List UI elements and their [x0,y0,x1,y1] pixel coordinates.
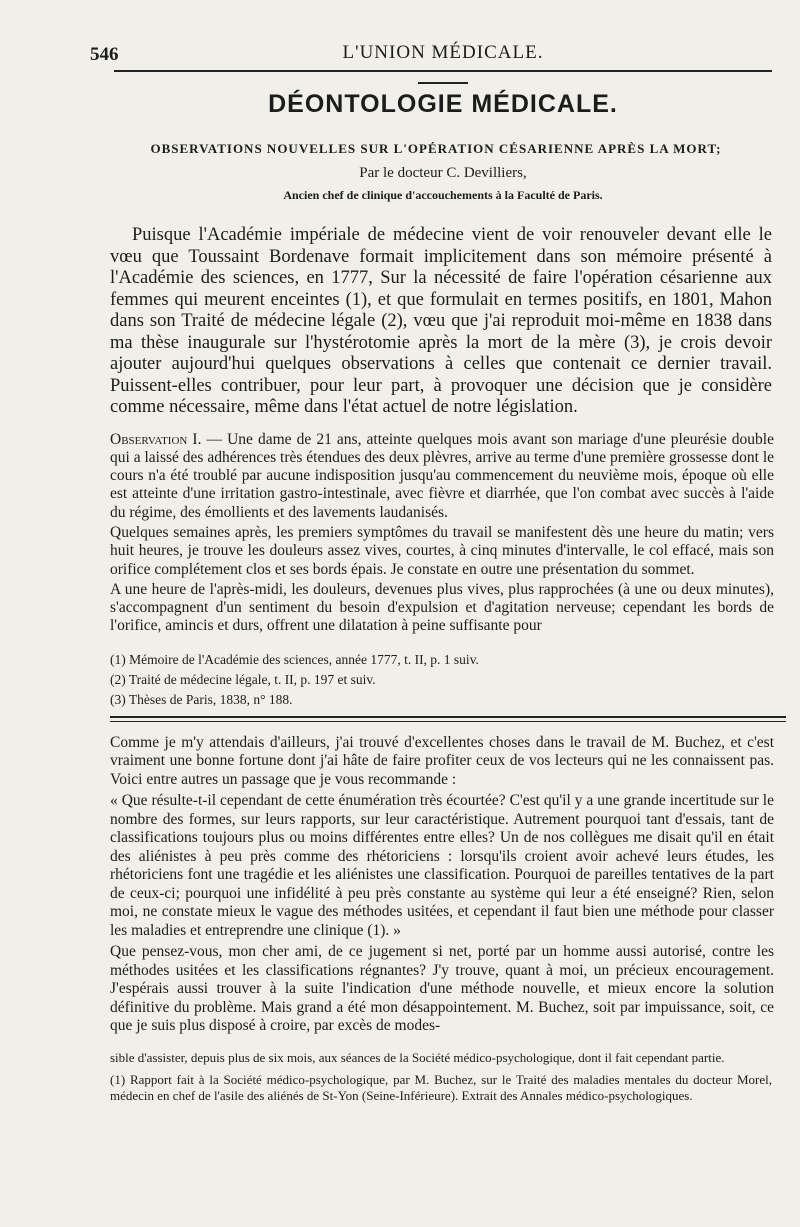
footnote: (2) Traité de médecine légale, t. II, p. 197 et suiv. [110,671,376,687]
feuilleton-section [110,734,774,1036]
feuilleton-quote: « Que résulte-t-il cependant de cette énumération très écourtée? C'est qu'il y a une grande incertitude sur le nombre des formes, sur leurs rapports, sur leur caractéristique. Autrement pourquoi tant d'essais, tant de classifications toujours plus ou moins différentes entre elles? Un de nos collègues me disait qu'il en était des aliénistes à peu près comme des rhétoriciens : lorsqu'ils croient avoir achevé leurs études, les rhétoriciens font une tragédie et les aliénistes une classification. Pourquoi de pareilles tentatives de la part de ceux-ci; pourquoi une infidélité à peu près constante au système qui leur a été enseigné? Rien, selon moi, ne constate mieux le vague des méthodes usitées, et cependant il faut bien une méthode pour classer les maladies et entreprendre une clinique (1). » [110,792,774,939]
observation-text-1: — Une dame de 21 ans, atteinte quelques mois avant son mariage d'une pleurésie double qui a laissé des adhérences très étendues des deux plèvres, arrive au terme d'une première grossesse dont le cours n'a été troublé par aucune indisposition jusqu'au commencement du neuvième mois, époque où elle est atteinte d'une irritation gastro-intestinale, avec fièvre et diarrhée, que l'on combat avec succès à l'aide du régime, des émollients et des lavements laudanisés. [110,430,774,521]
running-head [90,30,772,72]
feuilleton-paragraph-3: Que pensez-vous, mon cher ami, de ce jugement si net, porté par un homme aussi autorisé, contre les méthodes usitées et les classifications régnantes? J'y trouve, quant à moi, un précieux encouragement. J'espérais aussi trouver à la suite l'indication d'une méthode nouvelle, et mieux encore la solution définitive du problème. Mais grand a été mon désappointement. M. Buchez, soit par impuissance, soit, ce que je suis plus disposé à croire, par excès de modes- [110,943,774,1035]
observation-paragraph-2: Quelques semaines après, les premiers symptômes du travail se manifestent dès une heure du matin; vers huit heures, je trouve les douleurs assez vives, courtes, à cinq minutes d'intervalle, le col effacé, mais son orifice complétement clos et ses bords épais. Je constate en outre une présentation du sommet. [110,523,774,578]
footnote: (1) Mémoire de l'Académie des sciences, année 1777, t. II, p. 1 suiv. [110,651,479,667]
page-number: 546 [90,44,119,65]
footnote: (3) Thèses de Paris, 1838, n° 188. [110,691,293,707]
feuilleton-footer-continuation: sible d'assister, depuis plus de six mois, aux séances de la Société médico-psychologique, dont il fait cependant partie. [110,1049,725,1065]
feuilleton-footer [110,1050,772,1104]
intro-paragraph: Puisque l'Académie impériale de médecine vient de voir renouveler devant elle le vœu que Toussaint Bordenave formait implicitement dans son mémoire présenté à l'Académie des sciences, en 1777, Sur la nécessité de faire l'opération césarienne aux femmes qui meurent enceintes (1), et que formulait en termes positifs, en 1801, Mahon dans son Traité de médecine légale (2), vœu que j'ai reproduit moi-même en 1838 dans ma thèse inaugurale sur l'hystérotomie après la mort de la mère (3), je crois devoir ajouter aujourd'hui quelques observations à celles que contenait ce dernier travail. Puissent-elles contribuer, pour leur part, à provoquer une décision que je considère comme nécessaire, même dans l'état actuel de notre législation. [110,225,772,417]
title-rule [418,82,468,84]
journal-title: L'UNION MÉDICALE. [342,42,544,63]
feuilleton-footnote: (1) Rapport fait à la Société médico-psychologique, par M. Buchez, sur le Traité des maladies mentales du docteur Morel, médecin en chef de l'asile des aliénés de St-Yon (Seine-Inférieure). Extrait des Annales médico-psychologiques. [110,1071,772,1103]
article-byline: Par le docteur C. Devilliers, [359,165,527,181]
section-title: DÉONTOLOGIE MÉDICALE. [268,90,618,118]
article-footnotes [110,650,772,710]
observation-section [110,431,774,636]
author-affiliation: Ancien chef de clinique d'accouchements à la Faculté de Paris. [283,188,603,202]
observation-paragraph-1 [110,431,774,522]
observation-heading: Observation I. [110,430,202,448]
observation-paragraph-3: A une heure de l'après-midi, les douleurs, devenues plus vives, plus rapprochées (à une ou deux minutes), s'accompagnent d'un sentiment du besoin d'expulsion et d'agitation nerveuse; cependant les bords de l'orifice, amincis et durs, offrent une dilatation à peine suffisante pour [110,580,774,635]
feuilleton-divider [110,716,786,722]
article-title: OBSERVATIONS NOUVELLES SUR L'OPÉRATION CÉSARIENNE APRÈS LA MORT; [150,141,722,156]
feuilleton-paragraph-1: Comme je m'y attendais d'ailleurs, j'ai trouvé d'excellentes choses dans le travail de M. Buchez, et c'est vraiment une bonne fortune dont j'ai hâte de faire profiter ceux de vos lecteurs qui ne les connaissent pas. Voici entre autres un passage que je vous recommande : [110,733,774,788]
